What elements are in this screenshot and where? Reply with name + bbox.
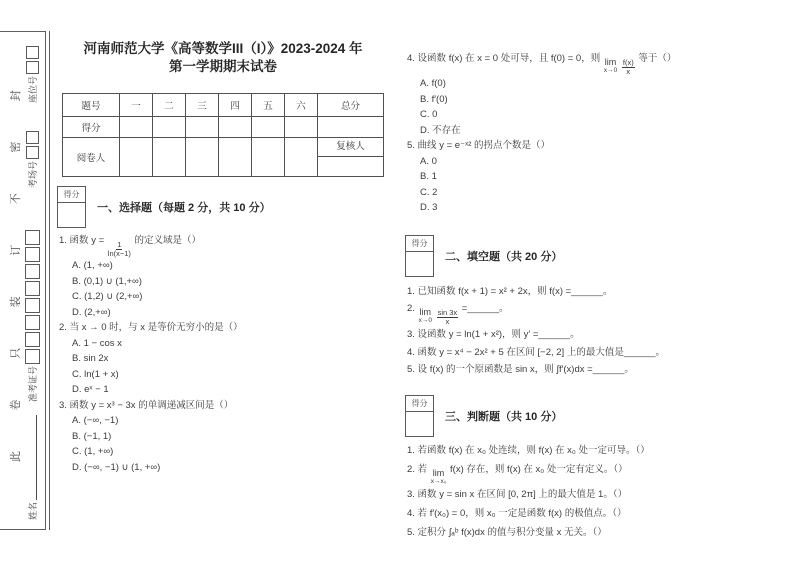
score-box-label: 得分 <box>406 396 433 412</box>
score-table-header-cell: 题号 <box>63 94 120 117</box>
question-stem: 1. 函数 y = $\frac{1}{\ln(x-1)}$ 的定义域是（） <box>59 235 202 258</box>
binding-line-char: 此 <box>9 451 22 462</box>
true-false-items <box>407 441 787 542</box>
question-option: C. 2 <box>420 186 438 198</box>
question-option: B. f′(0) <box>420 93 448 105</box>
score-cell-empty <box>120 117 153 138</box>
reviewer-label: 复核人 <box>318 138 383 157</box>
score-table-header-cell: 四 <box>219 94 252 117</box>
binding-line-char: 只 <box>9 347 22 359</box>
score-table-header-cell: 三 <box>186 94 219 117</box>
choice-questions-1-3 <box>59 233 389 475</box>
student-name-field <box>25 415 39 520</box>
fill-item-3: 3. 设函数 y = ln(1 + x²)，则 y′ =______。 <box>407 329 580 340</box>
question-option: B. (−1, 1) <box>72 430 112 442</box>
reviewer-cell <box>318 138 384 177</box>
section-3-score-box <box>405 395 434 437</box>
question-option: D. (2,+∞) <box>72 306 111 318</box>
exam-room-label: 考场号 <box>27 160 38 188</box>
fill-box <box>25 332 40 347</box>
judge-item-3: 3. 函数 y = sin x 在区间 [0, 2π] 上的最大值是 1。（） <box>407 488 628 500</box>
question-stem: 3. 函数 y = x³ − 3x 的单调递减区间是（） <box>59 399 234 411</box>
question-option: D. 3 <box>420 202 438 213</box>
fill-box <box>26 61 39 74</box>
section-3-heading: 三、判断题（共 10 分） <box>445 410 563 423</box>
fill-box <box>25 315 40 330</box>
score-cell-empty <box>285 117 318 138</box>
fill-box <box>25 264 40 279</box>
fill-box <box>26 131 39 144</box>
question-option: C. 0 <box>420 109 438 120</box>
choice-question-2 <box>59 320 389 398</box>
binding-divider-top-cap <box>0 31 46 32</box>
question-option: C. (1,2) ∪ (2,+∞) <box>72 291 143 302</box>
judge-item-5: 5. 定积分 ∫ₐᵇ f(x)dx 的值与积分变量 x 无关。（） <box>407 526 607 538</box>
section-1-head <box>57 186 389 228</box>
question-option: D. eˣ − 1 <box>72 384 109 395</box>
exam-room-boxes <box>26 131 39 161</box>
fill-box <box>26 46 39 59</box>
binding-line-char: 封 <box>9 90 22 102</box>
student-name-blank-line <box>28 415 37 500</box>
question-option: A. (1, +∞) <box>72 260 113 271</box>
section-3-head <box>405 395 787 437</box>
section-2-score-box <box>405 235 434 277</box>
student-name-label: 姓名 <box>27 501 38 520</box>
paper-title <box>57 40 389 76</box>
score-table-header-cell: 六 <box>285 94 318 117</box>
score-box-label: 得分 <box>58 187 85 203</box>
grader-row-label: 阅卷人 <box>63 138 120 177</box>
score-table-header-cell: 二 <box>153 94 186 117</box>
choice-question-4 <box>407 51 787 138</box>
question-option: A. 0 <box>420 155 437 167</box>
seat-number-label: 座位号 <box>27 75 38 103</box>
binding-line-char: 订 <box>9 244 22 256</box>
score-table-grader-row <box>63 138 384 177</box>
choice-question-5 <box>407 138 787 216</box>
choice-question-3 <box>59 398 389 476</box>
fill-item-5: 5. 设 f(x) 的一个原函数是 sin x，则 ∫f′(x)dx =______。 <box>407 364 634 375</box>
section-1-heading: 一、选择题（每题 2 分，共 10 分） <box>97 202 271 214</box>
fill-item-4: 4. 函数 y = x⁴ − 2x² + 5 在区间 [−2, 2] 上的最大值是______。 <box>407 346 666 358</box>
question-option: D. 不存在 <box>420 124 461 136</box>
left-column <box>57 40 389 475</box>
judge-item-2: 2. 若 lim x→x₀ f(x) 存在，则 f(x) 在 x₀ 处一定有定义。（） <box>407 463 628 485</box>
grader-cell-empty <box>120 138 153 177</box>
question-option: B. sin 2x <box>72 353 109 364</box>
section-2-head <box>405 235 787 277</box>
score-table-score-row <box>63 117 384 138</box>
question-option: C. ln(1 + x) <box>72 368 119 380</box>
question-stem: 2. 当 x → 0 时，与 x 是等价无穷小的是（） <box>59 322 243 333</box>
question-stem: 4. 设函数 f(x) 在 x = 0 处可导，且 f(0) = 0，则 lim x→0 $\frac{f(x)}{x}$ 等于（） <box>407 53 677 76</box>
fill-item-1: 1. 已知函数 f(x + 1) = x² + 2x，则 f(x) =______。 <box>407 285 613 297</box>
fill-item-2: 2. lim x→0 $\frac{\sin 3x}{x}$ =______。 <box>407 303 509 326</box>
seat-number-field <box>25 46 39 103</box>
binding-divider-line <box>45 31 50 530</box>
right-column <box>405 46 787 542</box>
score-table-header-cell: 五 <box>252 94 285 117</box>
choice-question-1 <box>59 233 389 320</box>
score-box-label: 得分 <box>406 236 433 252</box>
grader-cell-empty <box>285 138 318 177</box>
score-cell-empty <box>252 117 285 138</box>
fill-box <box>25 247 40 262</box>
paper-title-line2: 第一学期期末试卷 <box>169 59 277 74</box>
score-cell-empty <box>318 117 384 138</box>
score-row-label: 得分 <box>63 117 120 138</box>
exam-room-field <box>25 131 39 188</box>
reviewer-cell-empty <box>318 157 383 176</box>
score-cell-empty <box>153 117 186 138</box>
fill-box <box>25 281 40 296</box>
fill-box <box>25 298 40 313</box>
section-2-heading: 二、填空题（共 20 分） <box>445 250 563 263</box>
admission-ticket-label: 准考证号 <box>27 365 38 402</box>
judge-item-4: 4. 若 f′(x₀) = 0，则 x₀ 一定是函数 f(x) 的极值点。（） <box>407 507 627 519</box>
binding-divider-bottom-cap <box>0 529 46 530</box>
score-table <box>62 93 384 177</box>
admission-ticket-field <box>25 212 39 402</box>
question-option: B. (0,1) ∪ (1,+∞) <box>72 275 142 287</box>
seat-number-boxes <box>26 46 39 76</box>
fill-in-blank-items <box>407 283 787 379</box>
grader-cell-empty <box>186 138 219 177</box>
score-cell-empty <box>186 117 219 138</box>
binding-line-char: 密 <box>9 141 22 153</box>
binding-line-char: 卷 <box>9 399 22 411</box>
fill-box <box>26 146 39 159</box>
question-option: B. 1 <box>420 171 437 182</box>
grader-cell-empty <box>153 138 186 177</box>
judge-item-1: 1. 若函数 f(x) 在 x₀ 处连续，则 f(x) 在 x₀ 处一定可导。（） <box>407 444 650 456</box>
question-option: A. f(0) <box>420 78 446 89</box>
paper-title-line1: 河南师范大学《高等数学III（I）》2023-2024 年 <box>83 41 363 56</box>
question-option: A. 1 − cos x <box>72 337 122 349</box>
grader-cell-empty <box>219 138 252 177</box>
score-table-header-cell: 总分 <box>318 94 384 117</box>
binding-line-char: 装 <box>9 296 22 308</box>
score-table-header-cell: 一 <box>120 94 153 117</box>
choice-questions-4-5 <box>407 51 787 216</box>
admission-ticket-boxes <box>25 230 40 366</box>
question-option: C. (1, +∞) <box>72 446 114 457</box>
question-stem: 5. 曲线 y = e⁻ˣ² 的拐点个数是（） <box>407 140 550 151</box>
section-1-score-box <box>57 186 86 228</box>
fill-box <box>25 349 40 364</box>
question-option: A. (−∞, −1) <box>72 415 119 426</box>
binding-line-char: 不 <box>9 193 22 205</box>
question-option: D. (−∞, −1) ∪ (1, +∞) <box>72 461 161 473</box>
fill-box <box>25 230 40 245</box>
grader-cell-empty <box>252 138 285 177</box>
binding-line-text <box>7 90 22 462</box>
score-table-header-row <box>63 94 384 117</box>
score-cell-empty <box>219 117 252 138</box>
